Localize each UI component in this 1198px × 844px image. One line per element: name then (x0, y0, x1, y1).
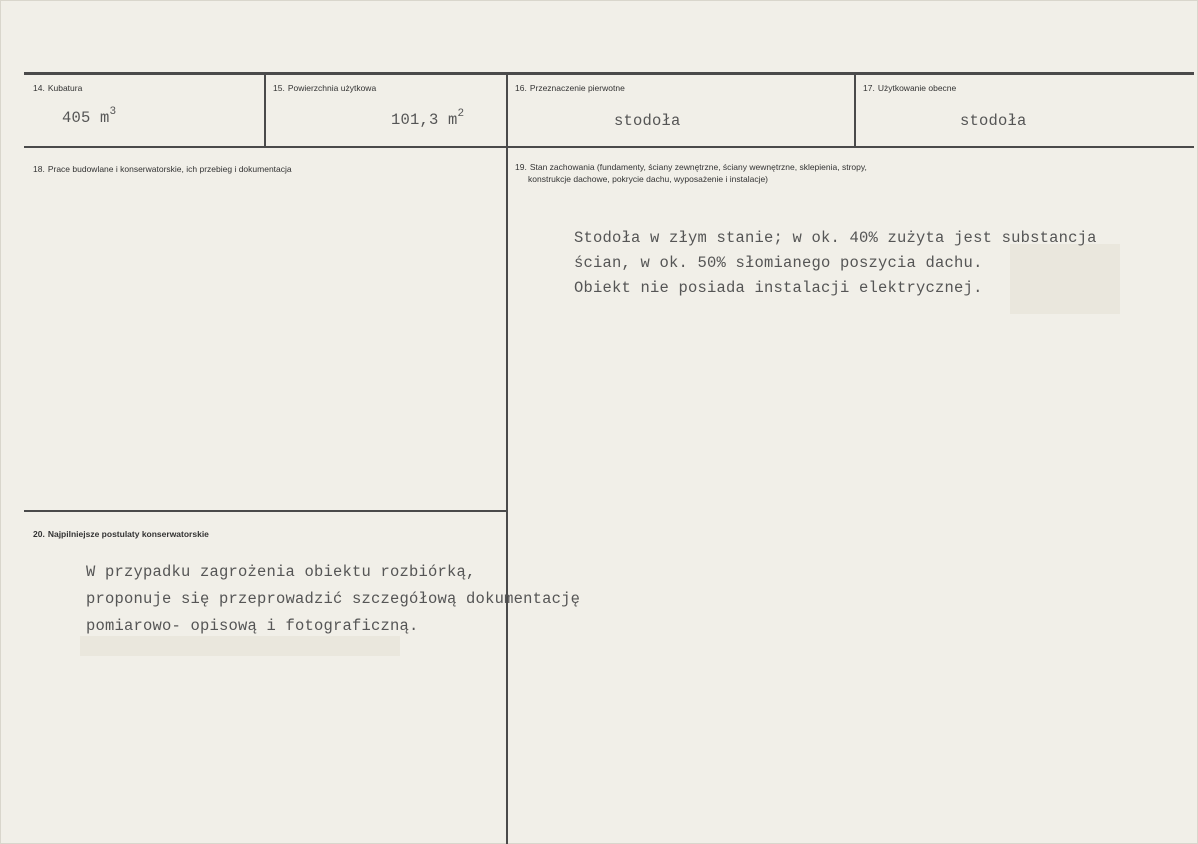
column-divider-3 (854, 74, 856, 148)
section-divider-left (24, 510, 508, 512)
field-19-label-line2: konstrukcje dachowe, pokrycie dachu, wyposażenie i instalacje) (528, 174, 769, 184)
field-16-value: stodoła (614, 112, 681, 130)
field-14-label (33, 82, 82, 94)
paper-stain (80, 636, 400, 656)
area-unit-exponent: 2 (457, 108, 465, 120)
field-17-label (863, 82, 956, 94)
field-16-title: Przeznaczenie pierwotne (529, 83, 625, 93)
field-19-number: 19. (515, 162, 527, 172)
paper-stain (1010, 244, 1120, 314)
condition-text-line: Stodoła w złym stanie; w ok. 40% zużyta jest substancja (574, 229, 1097, 247)
volume-value: 405 m (62, 109, 110, 128)
field-14-value (62, 108, 116, 127)
field-17-title: Użytkowanie obecne (877, 83, 957, 93)
field-19-title-line1: Stan zachowania (fundamenty, ściany zewnętrzne, ściany wewnętrzne, sklepienia, stropy, (529, 162, 867, 172)
column-divider-2 (506, 74, 508, 844)
field-17-number: 17. (863, 83, 875, 93)
field-15-label (273, 82, 376, 94)
field-19-label (515, 161, 867, 173)
field-20-title: Najpilniejsze postulaty konserwatorskie (47, 529, 209, 539)
field-18-number: 18. (33, 164, 45, 174)
field-16-number: 16. (515, 83, 527, 93)
area-value: 101,3 m (391, 111, 458, 130)
field-18-title: Prace budowlane i konserwatorskie, ich przebieg i dokumentacja (47, 164, 292, 174)
postulate-text-line: pomiarowo- opisową i fotograficzną. (86, 617, 419, 635)
row-divider (24, 146, 1194, 148)
top-rule (24, 72, 1194, 75)
field-15-title: Powierzchnia użytkowa (287, 83, 377, 93)
field-20-label (33, 528, 209, 540)
condition-text-line: Obiekt nie posiada instalacji elektrycznej. (574, 279, 983, 297)
field-17-value: stodoła (960, 112, 1027, 130)
postulate-text-line: proponuje się przeprowadzić szczegółową dokumentację (86, 590, 581, 608)
field-20-number: 20. (33, 529, 45, 539)
postulate-text-line: W przypadku zagrożenia obiektu rozbiórką, (86, 563, 476, 581)
field-15-value (391, 110, 464, 129)
field-14-number: 14. (33, 83, 45, 93)
field-16-label (515, 82, 625, 94)
field-18-label (33, 163, 292, 175)
field-14-title: Kubatura (47, 83, 83, 93)
volume-unit-exponent: 3 (109, 106, 117, 118)
condition-text-line: ścian, w ok. 50% słomianego poszycia dachu. (574, 254, 983, 272)
column-divider-1 (264, 74, 266, 148)
field-15-number: 15. (273, 83, 285, 93)
